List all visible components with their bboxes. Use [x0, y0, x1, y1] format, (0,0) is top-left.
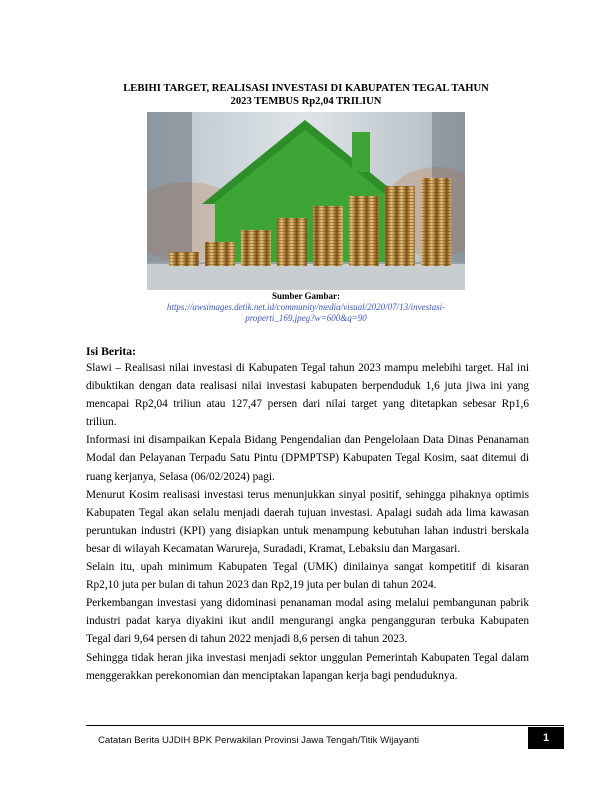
caption-url-link[interactable]: properti_169.jpeg?w=600&q=90	[245, 313, 367, 323]
title-line: LEBIHI TARGET, REALISASI INVESTASI DI KABUPATEN TEGAL TAHUN	[123, 83, 489, 94]
article-body	[86, 359, 529, 685]
article-paragraph: Informasi ini disampaikan Kepala Bidang Pengendalian dan Pengelolaan Data Dinas Penanaman Modal dan Pelayanan Terpadu Satu Pintu (DPMPTSP) Kabupaten Tegal Kosim, saat ditemui di ruang kerjanya, Selasa (06/02/2024) pagi.	[86, 434, 529, 483]
image-caption	[120, 291, 492, 324]
article-paragraph: Slawi – Realisasi nilai investasi di Kabupaten Tegal tahun 2023 mampu melebihi target. Hal ini dibuktikan dengan data realisasi nilai investasi kabupaten berpenduduk 1,6 juta jiwa ini yang mencapai Rp2,04 triliun atau 127,47 persen dari nilai target yang ditetapkan sebesar Rp1,6 triliun.	[86, 362, 529, 429]
footer-text: Catatan Berita UJDIH BPK Perwakilan Provinsi Jawa Tengah/Titik Wijayanti	[98, 735, 419, 746]
document-title	[80, 83, 532, 108]
article-paragraph: Perkembangan investasi yang didominasi penanaman modal asing melalui pembangunan pabrik industri padat karya diyakini ikut andil mengurangi angka pengangguran terbuka Kabupaten Tegal dari 9,64 persen di tahun 2022 menjadi 8,6 persen di tahun 2023.	[86, 597, 529, 646]
article-paragraph: Sehingga tidak heran jika investasi menjadi sektor unggulan Pemerintah Kabupaten Tegal dalam menggerakkan perekonomian dan menciptakan lapangan kerja bagi penduduknya.	[86, 651, 529, 682]
caption-url-link[interactable]: https://awsimages.detik.net.id/community/media/visual/2020/07/13/investasi-	[166, 302, 446, 312]
article-paragraph: Menurut Kosim realisasi investasi terus menunjukkan sinyal positif, sehingga pihaknya optimis Kabupaten Tegal akan selalu menjadi daerah tujuan investasi. Apalagi sudah ada lima kawasan peruntukan industri (KPI) yang disiapkan untuk menampung kebutuhan lahan industri berskala besar di wilayah Kecamatan Warureja, Suradadi, Kramat, Lebaksiu dan Margasari.	[86, 488, 529, 555]
page-number: 1	[528, 727, 564, 749]
article-paragraph: Selain itu, upah minimum Kabupaten Tegal (UMK) dinilainya sangat kompetitif di kisaran Rp2,10 juta per bulan di tahun 2023 dan Rp2,19 juta per bulan di tahun 2024.	[86, 561, 529, 592]
title-line: 2023 TEMBUS Rp2,04 TRILIUN	[230, 95, 382, 107]
section-heading: Isi Berita:	[86, 345, 136, 358]
caption-label: Sumber Gambar:	[271, 291, 341, 301]
article-photo	[147, 112, 465, 290]
footer-divider	[86, 725, 564, 726]
